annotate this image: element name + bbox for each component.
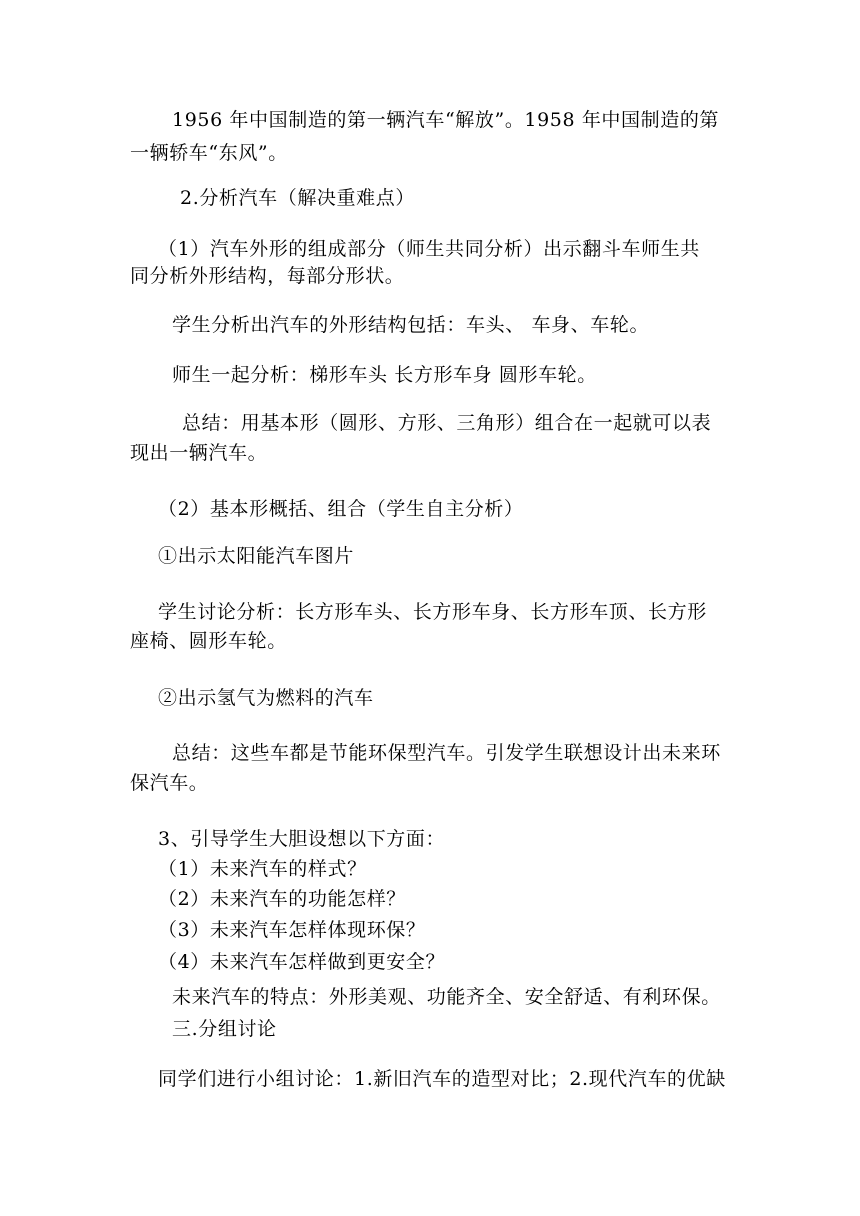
paragraph-teacher-student-analysis: 师生一起分析：梯形车头 长方形车身 圆形车轮。 [172, 364, 597, 386]
heading-basic-shape-summary: （2）基本形概括、组合（学生自主分析） [158, 498, 524, 520]
heading-group-discussion: 三.分组讨论 [172, 1018, 277, 1040]
list-item-future-style: （1）未来汽车的样式？ [158, 858, 367, 880]
paragraph-1956-jiefang-line-2: 一辆轿车“东风”。 [130, 142, 288, 164]
paragraph-car-shape-line-1: （1）汽车外形的组成部分（师生共同分析）出示翻斗车师生共 [158, 238, 700, 260]
paragraph-eco-summary-line-1: 总结：这些车都是节能环保型汽车。引发学生联想设计出未来环 [172, 742, 721, 764]
paragraph-student-discussion-line-1: 学生讨论分析：长方形车头、长方形车身、长方形车顶、长方形 [158, 601, 707, 623]
paragraph-eco-summary-line-2: 保汽车。 [130, 772, 209, 794]
paragraph-summary-basic-shapes-line-2: 现出一辆汽车。 [130, 442, 268, 464]
heading-guide-students: 3、引导学生大胆设想以下方面： [158, 828, 446, 850]
heading-analyze-car: 2.分析汽车（解决重难点） [180, 187, 415, 209]
paragraph-car-shape-line-2: 同分析外形结构，每部分形状。 [130, 265, 405, 287]
item-hydrogen-car: ②出示氢气为燃料的汽车 [158, 687, 374, 709]
list-item-future-safety: （4）未来汽车怎样做到更安全？ [158, 951, 446, 973]
paragraph-1956-jiefang-line-1: 1956 年中国制造的第一辆汽车“解放”。1958 年中国制造的第 [172, 109, 720, 131]
paragraph-group-discussion: 同学们进行小组讨论：1.新旧汽车的造型对比；2.现代汽车的优缺 [158, 1068, 726, 1090]
paragraph-summary-basic-shapes-line-1: 总结：用基本形（圆形、方形、三角形）组合在一起就可以表 [182, 412, 712, 434]
list-item-future-eco: （3）未来汽车怎样体现环保？ [158, 919, 426, 941]
paragraph-student-discussion-line-2: 座椅、圆形车轮。 [130, 630, 287, 652]
paragraph-student-analysis: 学生分析出汽车的外形结构包括：车头、 车身、车轮。 [172, 314, 650, 336]
list-item-future-function: （2）未来汽车的功能怎样？ [158, 888, 406, 910]
item-solar-car-picture: ①出示太阳能汽车图片 [158, 545, 355, 567]
paragraph-future-car-features: 未来汽车的特点：外形美观、功能齐全、安全舒适、有利环保。 [172, 986, 721, 1008]
